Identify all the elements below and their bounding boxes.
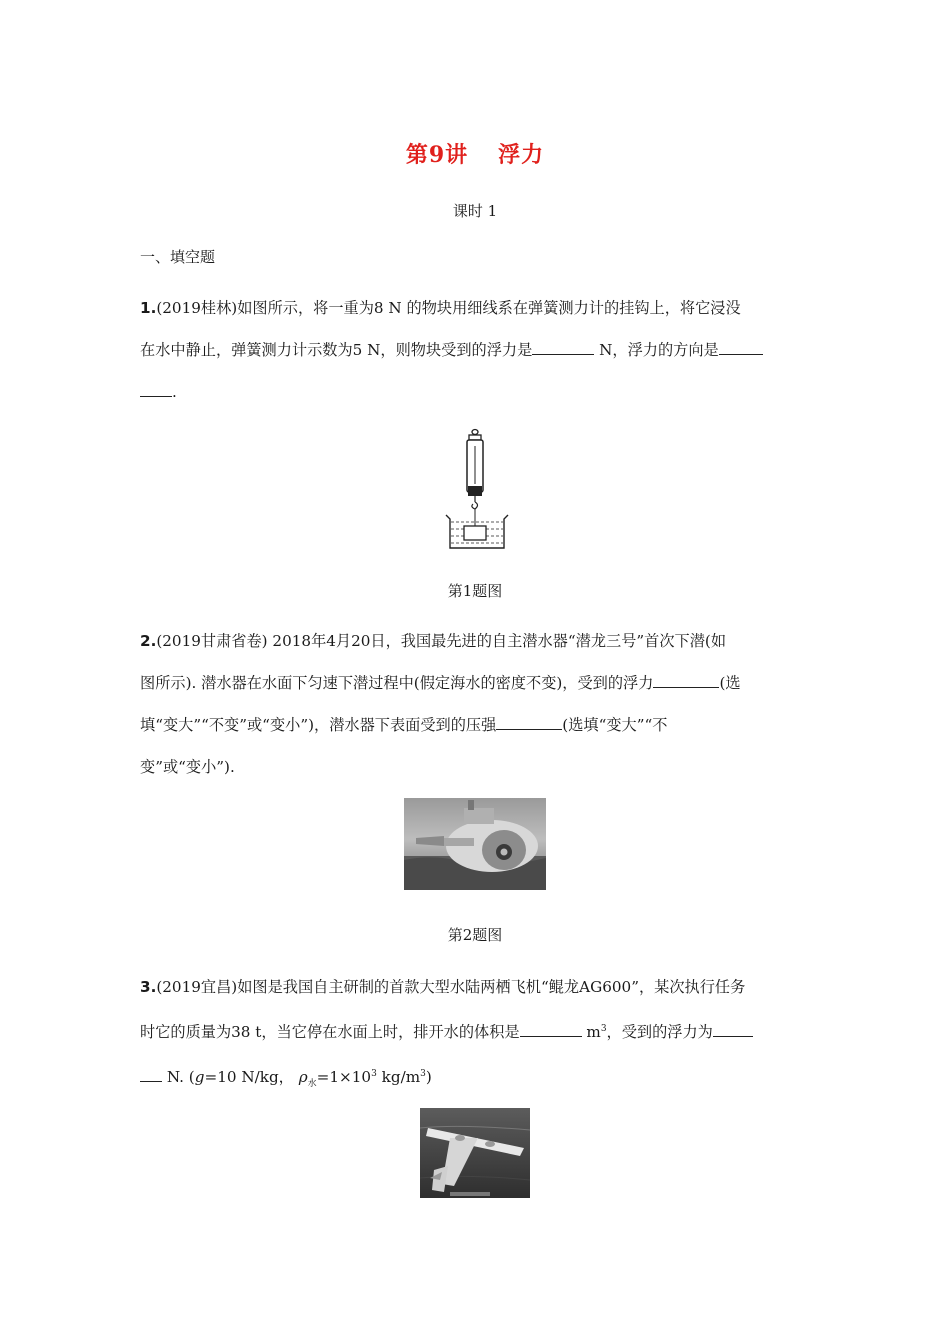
q1-number: 1.	[140, 299, 157, 317]
q3-line3: N. (g=10 N/kg， $\rho_水=1\times 10^3$ $kg/m^3$)	[140, 1053, 812, 1105]
question-3	[140, 966, 812, 1105]
answer-blank[interactable]	[140, 382, 172, 397]
q2-number: 2.	[140, 632, 157, 650]
q3-line2: 时它的质量为38 t，当它停在水面上时，排开水的体积是 $m^3$，受到的浮力为	[140, 1008, 812, 1053]
answer-blank[interactable]	[713, 1022, 753, 1037]
q2-line3: 填“变大”“不变”或“变小”)，潜水器下表面受到的压强 (选填“变大”“不	[140, 716, 668, 734]
answer-blank[interactable]	[532, 340, 594, 355]
lesson-subtitle: 课时 1	[452, 202, 498, 220]
q1-line2: 在水中静止，弹簧测力计示数为5 N，则物块受到的浮力是 N，浮力的方向是	[140, 329, 812, 371]
title-chapter: 第9讲	[405, 142, 469, 168]
answer-blank[interactable]	[653, 673, 719, 688]
spring-scale-figure	[440, 428, 512, 552]
question-1	[140, 287, 812, 413]
q2-line1: 2.(2019甘肃省卷) 2018年4月20日，我国最先进的自主潜水器“潜龙三号”首次下潜(如	[140, 632, 727, 650]
q3-number: 3.	[140, 978, 157, 996]
q2-line2: 图所示). 潜水器在水面下匀速下潜过程中(假定海水的密度不变)，受到的浮力 (选	[140, 674, 741, 692]
q3-line1: 3.(2019宜昌)如图是我国自主研制的首款大型水陆两栖飞机“鲲龙AG600”，某次执行任务	[140, 978, 746, 996]
amphibious-aircraft-photo	[420, 1108, 530, 1198]
q1-line1: 1.(2019桂林)如图所示，将一重为8 N 的物块用细线系在弹簧测力计的挂钩上，将它浸没	[140, 299, 741, 317]
page-title	[0, 138, 950, 169]
q2-line4: 变”或“变小”).	[140, 758, 235, 776]
q1-line3: .	[140, 371, 812, 413]
title-topic: 浮力	[498, 142, 545, 168]
answer-blank[interactable]	[520, 1022, 582, 1037]
figure-2-caption: 第2题图	[447, 926, 503, 944]
answer-blank[interactable]	[496, 715, 562, 730]
section-heading: 一、填空题	[140, 248, 216, 266]
figure-1-caption: 第1题图	[447, 582, 503, 600]
answer-blank[interactable]	[719, 340, 763, 355]
submersible-photo	[404, 798, 546, 890]
question-2	[140, 620, 812, 788]
answer-blank[interactable]	[140, 1067, 162, 1082]
